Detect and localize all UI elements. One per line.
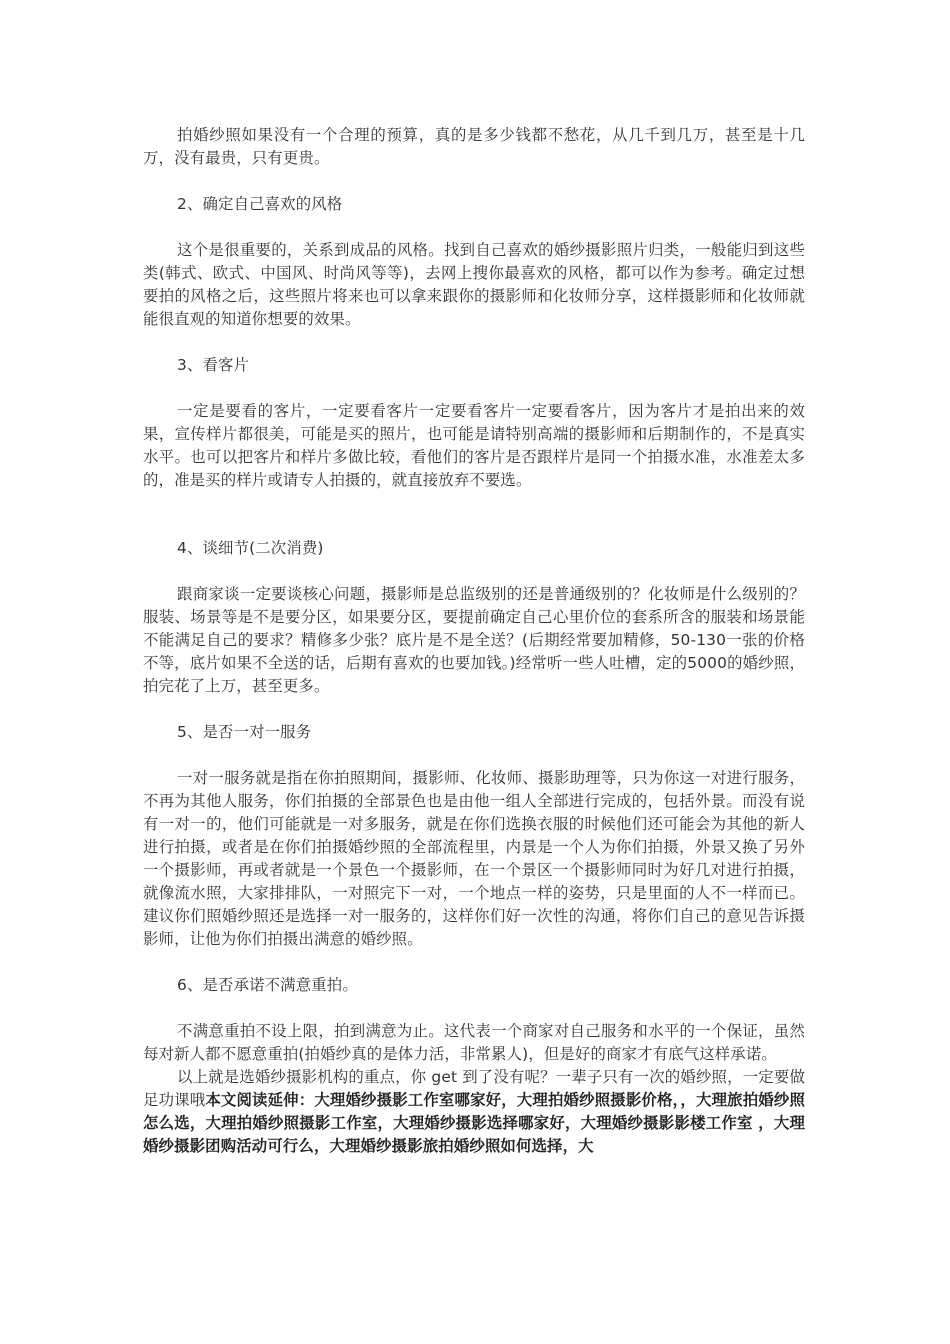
section-3-paragraph: 一定是要看的客片，一定要看客片一定要看客片一定要看客片，因为客片才是拍出来的效果，宣传样片都很美，可能是买的照片，也可能是请特别高端的摄影师和后期制作的，不是真实水平。也可以把客片和样片多做比较，看他们的客片是否跟样片是同一个拍摄水准，水准差太多的，准是买的样片或请专人拍摄的，就直接放弃不要选。 — [143, 402, 805, 489]
intro-paragraph: 拍婚纱照如果没有一个合理的预算，真的是多少钱都不愁花，从几千到几万，甚至是十几万，没有最贵，只有更贵。 — [143, 126, 805, 167]
closing-text: 以上就是选婚纱摄影机构的重点，你 get 到了没有呢？一辈子只有一次的婚纱照，一定要做足功课哦 — [143, 1068, 805, 1109]
section-6-paragraph: 不满意重拍不设上限，拍到满意为止。这代表一个商家对自己服务和水平的一个保证，虽然每对新人都不愿意重拍(拍婚纱真的是体力活，非常累人)，但是好的商家才有底气这样承诺。 — [143, 1022, 805, 1063]
section-3-heading: 3、看客片 — [177, 356, 250, 374]
section-4-heading: 4、谈细节(二次消费) — [177, 539, 324, 557]
related-reading-text: 本文阅读延伸：大理婚纱摄影工作室哪家好，大理拍婚纱照摄影价格，，大理旅拍婚纱照怎么选，大理拍婚纱照摄影工作室，大理婚纱摄影选择哪家好，大理婚纱摄影影楼工作室 ，大理婚纱摄影团购活动可行么，大理婚纱摄影旅拍婚纱照如何选择，大 — [143, 1091, 805, 1155]
document-body — [143, 124, 805, 1158]
section-2-paragraph: 这个是很重要的，关系到成品的风格。找到自己喜欢的婚纱摄影照片归类，一般能归到这些类(韩式、欧式、中国风、时尚风等等)，去网上搜你最喜欢的风格，都可以作为参考。确定过想要拍的风格之后，这些照片将来也可以拿来跟你的摄影师和化妆师分享，这样摄影师和化妆师就能很直观的知道你想要的效果。 — [143, 241, 805, 328]
section-5-heading: 5、是否一对一服务 — [177, 723, 312, 741]
section-5-paragraph: 一对一服务就是指在你拍照期间，摄影师、化妆师、摄影助理等，只为你这一对进行服务，不再为其他人服务，你们拍摄的全部景色也是由他一组人全部进行完成的，包括外景。而没有说有一对一的，他们可能就是一对多服务，就是在你们选换衣服的时候他们还可能会为其他的新人进行拍摄，或者是在你们拍摄婚纱照的全部流程里，内景是一个人为你们拍摄，外景又换了另外一个摄影师，再或者就是一个景色一个摄影师，在一个景区一个摄影师同时为好几对进行拍摄，就像流水照，大家排排队，一对照完下一对，一个地点一样的姿势，只是里面的人不一样而已。建议你们照婚纱照还是选择一对一服务的，这样你们好一次性的沟通，将你们自己的意见告诉摄影师，让他为你们拍摄出满意的婚纱照。 — [143, 769, 805, 948]
closing-paragraph — [143, 1066, 805, 1158]
section-4-paragraph: 跟商家谈一定要谈核心问题，摄影师是总监级别的还是普通级别的？化妆师是什么级别的？服装、场景等是不是要分区，如果要分区，要提前确定自己心里价位的套系所含的服装和场景能不能满足自己的要求？精修多少张？底片是不是全送？(后期经常要加精修，50-130一张的价格不等，底片如果不全送的话，后期有喜欢的也要加钱。)经常听一些人吐槽，定的5000的婚纱照，拍完花了上万，甚至更多。 — [143, 585, 805, 695]
section-6-heading: 6、是否承诺不满意重拍。 — [177, 976, 358, 994]
section-2-heading: 2、确定自己喜欢的风格 — [177, 195, 343, 213]
